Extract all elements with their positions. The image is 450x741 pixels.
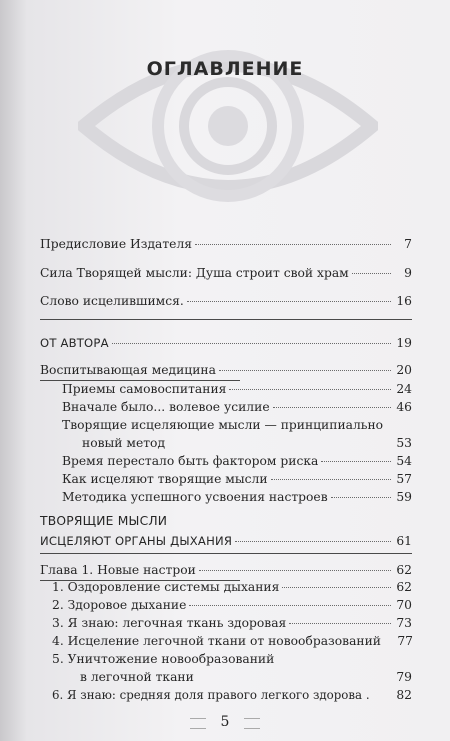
entry-page: 82 (396, 688, 412, 702)
entry-label: Приемы самовоспитания (62, 382, 227, 396)
entry-page: 54 (396, 454, 412, 468)
entry-page: 73 (396, 616, 412, 630)
entry-page: 57 (396, 472, 412, 486)
entry-label: Методика успешного усвоения настроев (62, 490, 328, 504)
entry-label: Вначале было... волевое усилие (62, 400, 270, 414)
toc-subentry[interactable] (52, 634, 412, 648)
entry-label: ИСЦЕЛЯЮТ ОРГАНЫ ДЫХАНИЯ (40, 534, 233, 548)
toc-subentry[interactable] (82, 436, 412, 450)
entry-label: 6. Я знаю: средняя доля правого легкого здорова . (52, 688, 370, 702)
entry-page: 46 (396, 400, 412, 414)
toc-entry-section[interactable] (40, 534, 412, 548)
entry-page: 9 (404, 266, 412, 280)
leader-dots (199, 570, 391, 571)
entry-label: Воспитывающая медицина (40, 363, 216, 377)
leader-dots (289, 623, 391, 624)
leader-dots (112, 343, 391, 344)
entry-label: Глава 1. Новые настрои (40, 563, 196, 577)
entry-label: 4. Исцеление легочной ткани от новообразований (52, 634, 381, 648)
leader-dots (273, 407, 391, 408)
leader-dots (282, 587, 391, 588)
entry-label: 2. Здоровое дыхание (52, 598, 187, 612)
toc-entry-publisher-preface[interactable] (40, 237, 412, 251)
entry-page: 70 (396, 598, 412, 612)
toc-entry-healed-word[interactable] (40, 294, 412, 308)
toc-subentry-title: Творящие исцеляющие мысли — принципиально (62, 418, 384, 432)
leader-space (384, 641, 392, 642)
toc-subentry[interactable] (52, 616, 412, 630)
toc-subentry[interactable] (62, 454, 412, 468)
toc-subentry[interactable] (80, 670, 412, 684)
page-number: 5 (220, 714, 230, 730)
entry-page: 7 (404, 237, 412, 251)
toc-subentry-title: 5. Уничтожение новообразований (52, 652, 275, 666)
toc-subentry[interactable] (52, 580, 412, 594)
entry-label: 3. Я знаю: легочная ткань здоровая (52, 616, 287, 630)
leader-dots (229, 389, 391, 390)
entry-label: Время перестало быть фактором риска (62, 454, 319, 468)
entry-label-continued: новый метод (82, 436, 166, 450)
toc-entry-from-author[interactable] (40, 336, 412, 350)
leader-dots (189, 605, 391, 606)
leader-dots (352, 273, 391, 274)
entry-label: ОТ АВТОРА (40, 336, 109, 350)
entry-page: 16 (396, 294, 412, 308)
toc-subentry[interactable] (52, 598, 412, 612)
leader-dots (187, 301, 391, 302)
leader-dots (331, 497, 391, 498)
entry-page: 53 (396, 436, 412, 450)
toc-subentry[interactable] (62, 400, 412, 414)
leader-dots (219, 370, 391, 371)
leader-dots (321, 461, 391, 462)
entry-label: 1. Оздоровление системы дыхания (52, 580, 280, 594)
entry-page: 59 (396, 490, 412, 504)
entry-page: 62 (396, 563, 412, 577)
entry-label-continued: в легочной ткани (80, 670, 194, 684)
entry-page: 24 (396, 382, 412, 396)
entry-page: 79 (396, 670, 412, 684)
entry-page: 20 (396, 363, 412, 377)
ornament-right (244, 718, 260, 729)
toc-subentry[interactable] (52, 688, 412, 702)
leader-space (197, 677, 391, 678)
leader-dots (235, 541, 391, 542)
entry-page: 19 (396, 336, 412, 350)
entry-label: Предисловие Издателя (40, 237, 193, 251)
entry-page: 77 (397, 634, 413, 648)
toc-entry-creative-thought[interactable] (40, 266, 412, 280)
toc-entry-medicine[interactable] (40, 363, 412, 377)
entry-label: Сила Творящей мысли: Душа строит свой храм (40, 266, 349, 280)
entry-label: Слово исцелившимся. (40, 294, 184, 308)
leader-space (168, 443, 391, 444)
toc-subentry[interactable] (62, 490, 412, 504)
leader-dots (195, 244, 391, 245)
separator (40, 553, 412, 554)
entry-label: Как исцеляют творящие мысли (62, 472, 268, 486)
section-title-line1: ТВОРЯЩИЕ МЫСЛИ (40, 514, 168, 528)
toc-subentry[interactable] (62, 382, 412, 396)
leader-dots (271, 479, 391, 480)
toc-subentry[interactable] (62, 472, 412, 486)
separator (40, 319, 412, 320)
page-title: ОГЛАВЛЕНИЕ (146, 58, 304, 80)
entry-page: 61 (396, 534, 412, 548)
leader-space (373, 695, 391, 696)
entry-page: 62 (396, 580, 412, 594)
toc-entry-chapter-1[interactable] (40, 563, 412, 577)
